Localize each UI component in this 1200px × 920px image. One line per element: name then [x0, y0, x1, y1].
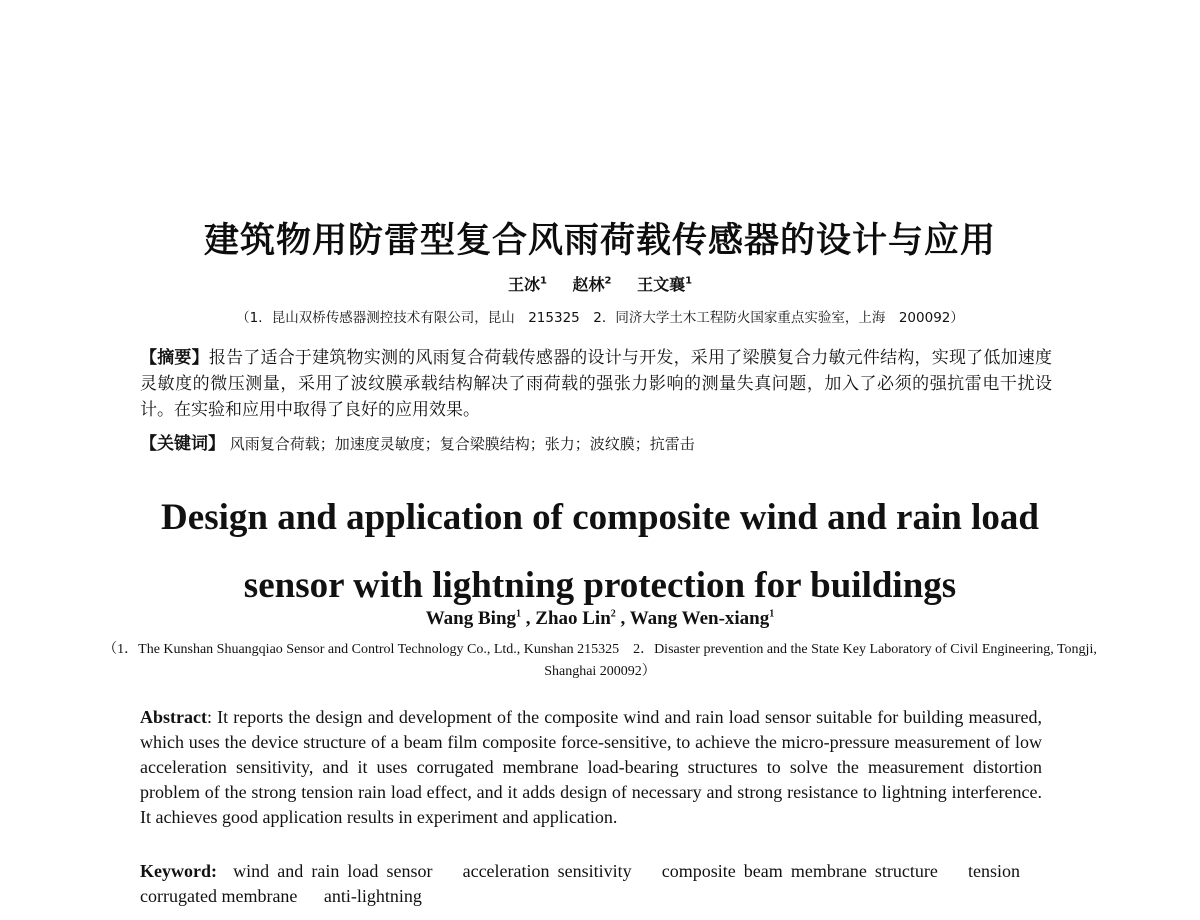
english-title-line: sensor with lightning protection for buildings — [243, 565, 957, 606]
keyword: acceleration sensitivity — [462, 861, 632, 881]
keyword: tension — [968, 861, 1020, 881]
english-abstract — [140, 705, 1042, 830]
chinese-abstract-label: 【摘要】 — [140, 348, 209, 368]
english-title-line: Design and application of composite wind and rain load — [161, 497, 1039, 538]
keyword: composite beam membrane structure — [661, 861, 938, 881]
chinese-keywords-label: 【关键词】 — [140, 434, 225, 454]
english-abstract-label: Abstract — [140, 707, 207, 727]
chinese-keywords — [140, 431, 1052, 457]
chinese-keywords-text: 风雨复合荷载；加速度灵敏度；复合梁膜结构；张力；波纹膜；抗雷击 — [229, 435, 695, 453]
english-keywords-label: Keyword: — [140, 861, 217, 881]
chinese-abstract-text: 报告了适合于建筑物实测的风雨复合荷载传感器的设计与开发，采用了梁膜复合力敏元件结构，实现了低加速度灵敏度的微压测量，采用了波纹膜承载结构解决了雨荷载的强张力影响的测量失真问题，加入了必须的强抗雷电干扰设计。在实验和应用中取得了良好的应用效果。 — [140, 348, 1053, 420]
chinese-authors — [0, 272, 1200, 295]
chinese-abstract — [140, 345, 1052, 423]
english-title — [0, 484, 1200, 620]
english-author: Zhao Lin$^2$ , — [535, 608, 630, 629]
english-author: Wang Wen-xiang$^1$ — [629, 608, 775, 629]
keyword: anti-lightning — [323, 886, 422, 906]
english-affiliation: （1．The Kunshan Shuangqiao Sensor and Control Technology Co., Ltd., Kunshan 215325 2．Disaster prevention and the State Key Laboratory of Civil Engineering, Tongji, Shanghai 200092） — [103, 642, 1097, 679]
english-abstract-text: : It reports the design and development of the composite wind and rain load sensor suitable for building measured, which uses the device structure of a beam film composite force-sensitive, to achieve the micro-pressure measurement of low acceleration sensitivity, and it uses corrugated membrane load-bearing structures to solve the measurement distortion problem of the strong tension rain load effect, and it adds design of necessary and strong resistance to lightning interference. It achieves good application results in experiment and application. — [140, 707, 1042, 827]
english-author: Wang Bing$^1$ , — [425, 608, 536, 629]
keyword: wind and rain load sensor — [233, 861, 433, 881]
english-keywords — [140, 859, 1042, 909]
chinese-title: 建筑物用防雷型复合风雨荷载传感器的设计与应用 — [203, 221, 996, 261]
chinese-author: 王冰$^1$ — [507, 275, 547, 294]
chinese-affiliation: （1．昆山双桥传感器测控技术有限公司，昆山 215325 2．同济大学土木工程防火国家重点实验室，上海 200092） — [236, 310, 964, 326]
chinese-author: 王文襄$^1$ — [637, 275, 693, 294]
english-authors — [0, 608, 1200, 630]
keyword: corrugated membrane — [140, 886, 298, 906]
chinese-author: 赵林$^2$ — [572, 275, 612, 294]
